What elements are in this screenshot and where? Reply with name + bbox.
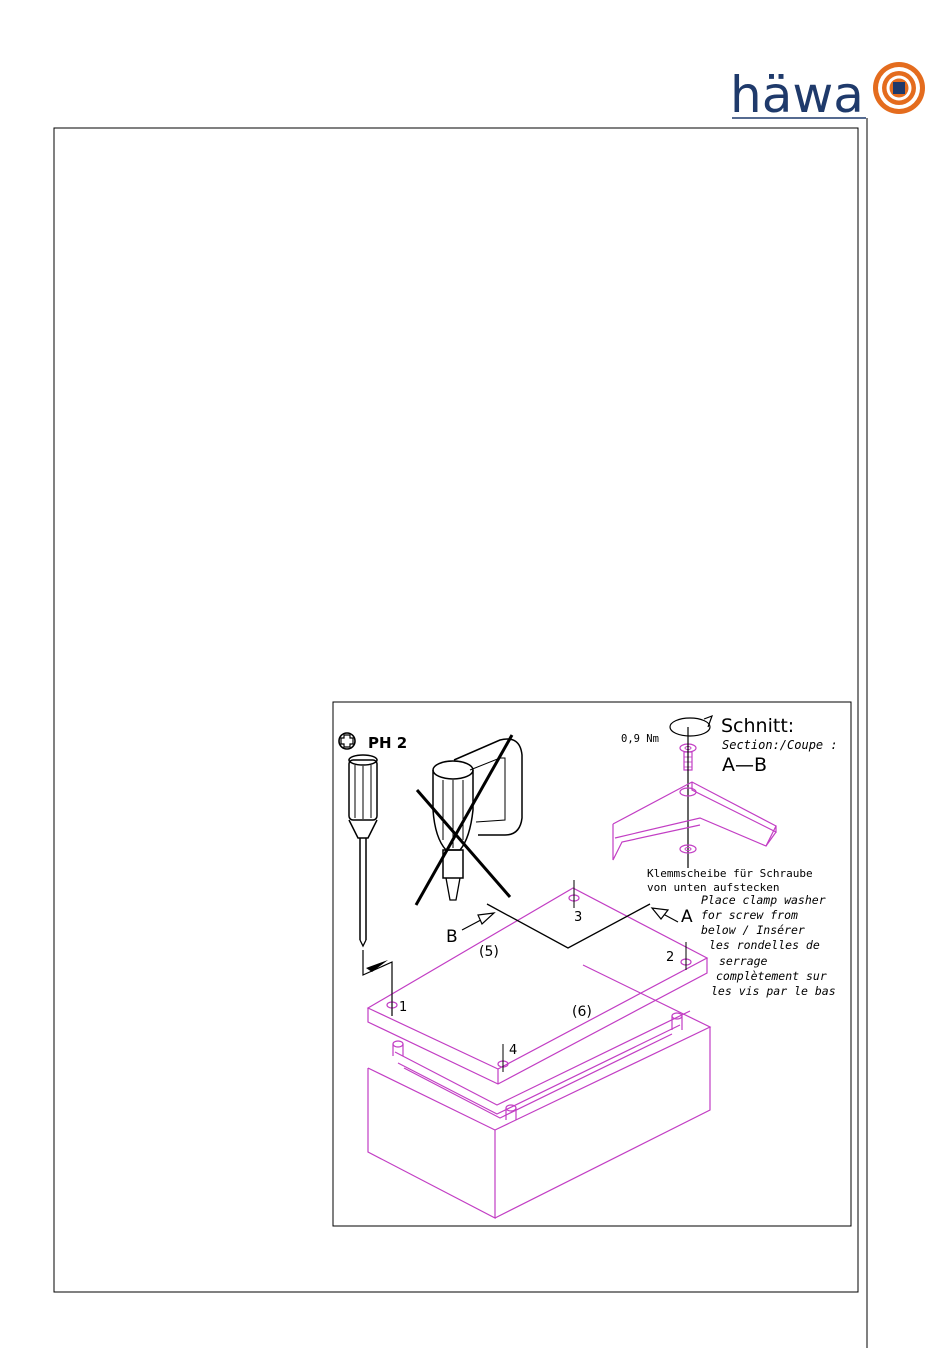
screw-label-1: 1: [399, 1000, 408, 1015]
power-drill-icon: [433, 739, 522, 900]
screw-hole-2: [681, 942, 691, 970]
cross-out-icon: [416, 735, 512, 905]
rotation-arrow-icon: [670, 716, 712, 736]
note-intl-line: complètement sur: [716, 969, 827, 983]
note-intl-line: les vis par le bas: [711, 984, 836, 998]
logo-mark-icon: [873, 62, 925, 114]
enclosure-body: [368, 965, 710, 1218]
brand-logo: [730, 62, 925, 124]
tool-label: PH 2: [368, 734, 408, 752]
section-lid-profile: [613, 782, 776, 860]
screw-label-4: 4: [509, 1043, 518, 1058]
section-marker-a: A: [681, 907, 693, 927]
screw-label-2: 2: [666, 950, 675, 965]
section-title: Schnitt:: [721, 715, 795, 737]
brand-name: häwa: [730, 66, 864, 124]
note-de-line-2: von unten aufstecken: [647, 881, 780, 894]
note-de-line-1: Klemmscheibe für Schraube: [647, 867, 813, 880]
screwdriver-icon: [339, 733, 377, 946]
note-intl-line: les rondelles de: [709, 938, 820, 952]
figure-frame: [333, 702, 851, 1226]
part-label-6: (6): [572, 1004, 592, 1020]
section-arrow-b-icon: [462, 913, 494, 930]
note-intl-line: Place clamp washer: [701, 893, 826, 907]
section-arrow-a-icon: [652, 908, 678, 922]
enclosure-lid: [368, 888, 707, 1084]
section-name: A—B: [722, 754, 768, 776]
page-frame: [54, 128, 858, 1292]
part-label-5: (5): [479, 944, 499, 960]
note-intl: [701, 893, 836, 998]
note-intl-line: for screw from: [701, 908, 798, 922]
torque-label: 0,9 Nm: [621, 733, 659, 745]
section-marker-b: B: [446, 927, 458, 947]
screw-hole-1: [387, 985, 397, 1016]
section-subtitle: Section:/Coupe :: [722, 738, 838, 752]
note-intl-line: below / Insérer: [701, 923, 805, 937]
section-line: [487, 904, 650, 948]
note-intl-line: serrage: [719, 954, 768, 968]
screw-hole-3: [569, 880, 579, 908]
section-screw-icon: [680, 727, 696, 868]
screw-label-3: 3: [574, 910, 583, 925]
leader-arrow-icon: [366, 960, 388, 972]
